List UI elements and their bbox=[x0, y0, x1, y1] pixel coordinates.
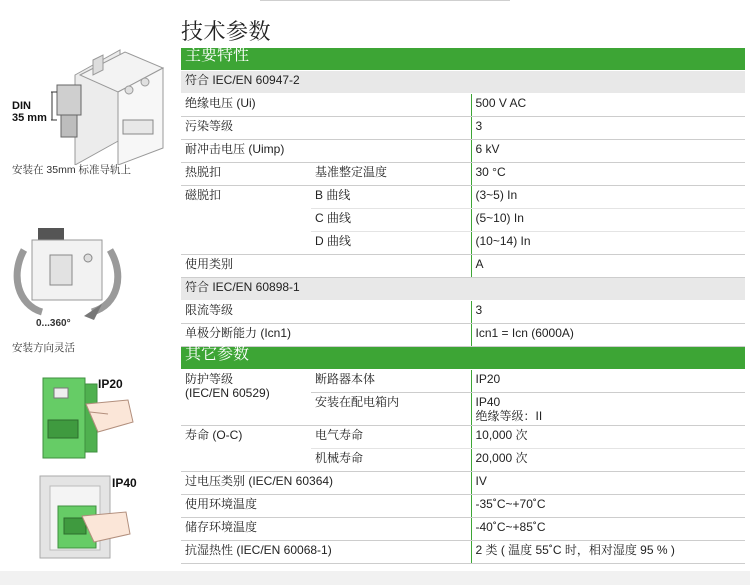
table-row bbox=[181, 140, 745, 163]
table-row bbox=[181, 324, 745, 347]
row-label: 污染等级 bbox=[181, 117, 471, 140]
row-value: 6 kV bbox=[471, 140, 745, 163]
row-value: (5~10) In bbox=[471, 209, 745, 232]
row-label: 寿命 (O-C) bbox=[181, 426, 311, 472]
row-sublabel: B 曲线 bbox=[311, 186, 471, 209]
din-label-line1: DIN bbox=[12, 100, 31, 112]
box-value-line1: IP40 bbox=[475, 395, 501, 409]
table-row bbox=[181, 301, 745, 324]
row-value: A bbox=[471, 255, 745, 278]
table-row bbox=[181, 495, 745, 518]
row-value: Icn1 = Icn (6000A) bbox=[471, 324, 745, 347]
row-value: 20,000 次 bbox=[471, 449, 745, 472]
orientation-caption: 安装方向灵活 bbox=[12, 342, 75, 354]
bottom-band bbox=[0, 571, 750, 585]
table-row bbox=[181, 255, 745, 278]
row-label: 热脱扣 bbox=[181, 163, 311, 186]
row-sublabel: D 曲线 bbox=[311, 232, 471, 255]
row-value: IP20 bbox=[471, 370, 745, 393]
table-row bbox=[181, 94, 745, 117]
row-value: 3 bbox=[471, 301, 745, 324]
rotation-mount-image bbox=[10, 220, 125, 330]
section-other-title: 其它参数 bbox=[181, 347, 745, 370]
protection-label-line1: 防护等级 bbox=[185, 372, 234, 386]
row-value: -35˚C~+70˚C bbox=[471, 495, 745, 518]
table-row bbox=[181, 163, 745, 186]
row-value: 500 V AC bbox=[471, 94, 745, 117]
row-label: 抗湿热性 (IEC/EN 60068-1) bbox=[181, 541, 471, 564]
row-sublabel: 电气寿命 bbox=[311, 426, 471, 449]
row-label: 储存环境温度 bbox=[181, 518, 471, 541]
ip20-breaker-image bbox=[38, 370, 138, 465]
row-sublabel: 机械寿命 bbox=[311, 449, 471, 472]
row-label: 耐冲击电压 (Uimp) bbox=[181, 140, 471, 163]
standard-row-60898 bbox=[181, 278, 745, 301]
row-label: 使用类别 bbox=[181, 255, 471, 278]
row-value: 10,000 次 bbox=[471, 426, 745, 449]
row-value: (3~5) In bbox=[471, 186, 745, 209]
row-label: 过电压类别 (IEC/EN 60364) bbox=[181, 472, 471, 495]
din-mount-caption: 安装在 35mm 标准导轨上 bbox=[12, 164, 132, 176]
row-label: 磁脱扣 bbox=[181, 186, 311, 255]
din-label-line2: 35 mm bbox=[12, 112, 47, 124]
ip40-label: IP40 bbox=[112, 476, 137, 490]
illustration-column bbox=[0, 0, 178, 571]
row-sublabel: 断路器本体 bbox=[311, 370, 471, 393]
section-other-header bbox=[181, 347, 745, 370]
standard-row-60947 bbox=[181, 71, 745, 94]
table-row bbox=[181, 472, 745, 495]
row-label: 使用环境温度 bbox=[181, 495, 471, 518]
table-row bbox=[181, 117, 745, 140]
table-row bbox=[181, 186, 745, 209]
protection-label-line2: (IEC/EN 60529) bbox=[185, 386, 270, 400]
row-sublabel: 基准整定温度 bbox=[311, 163, 471, 186]
table-row bbox=[181, 541, 745, 564]
row-value bbox=[471, 393, 745, 426]
row-value: 3 bbox=[471, 117, 745, 140]
din-rail-breaker-image bbox=[45, 30, 170, 165]
row-value: (10~14) In bbox=[471, 232, 745, 255]
row-value: IV bbox=[471, 472, 745, 495]
section-main-title: 主要特性 bbox=[181, 48, 745, 71]
standard-60947-label: 符合 IEC/EN 60947-2 bbox=[181, 71, 745, 94]
top-divider bbox=[260, 0, 510, 1]
row-value: 2 类 ( 温度 55˚C 时，相对湿度 95 % ) bbox=[471, 541, 745, 564]
row-label: 单极分断能力 (Icn1) bbox=[181, 324, 471, 347]
table-row bbox=[181, 518, 745, 541]
row-value: -40˚C~+85˚C bbox=[471, 518, 745, 541]
box-value-line2: 绝缘等级：II bbox=[475, 409, 543, 423]
row-label: 绝缘电压 (Ui) bbox=[181, 94, 471, 117]
standard-60898-label: 符合 IEC/EN 60898-1 bbox=[181, 278, 745, 301]
table-row bbox=[181, 426, 745, 449]
row-label: 限流等级 bbox=[181, 301, 471, 324]
page-title: 技术参数 bbox=[181, 19, 272, 44]
rotation-angle-label: 0...360° bbox=[36, 318, 71, 329]
row-value: 30 °C bbox=[471, 163, 745, 186]
spec-table bbox=[181, 48, 745, 564]
table-row bbox=[181, 370, 745, 393]
din-rail-label bbox=[12, 100, 47, 124]
row-sublabel: 安装在配电箱内 bbox=[311, 393, 471, 426]
section-main-header bbox=[181, 48, 745, 71]
ip20-label: IP20 bbox=[98, 377, 123, 391]
row-sublabel: C 曲线 bbox=[311, 209, 471, 232]
row-label bbox=[181, 370, 311, 426]
